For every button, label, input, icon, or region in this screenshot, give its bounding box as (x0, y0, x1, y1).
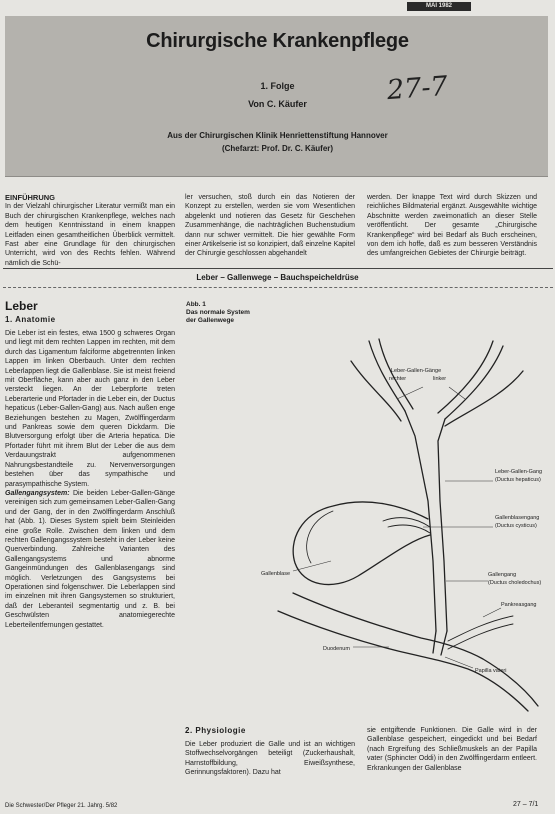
issue-tag: MAI 1982 (407, 2, 471, 11)
intro-text-3: werden. Der knappe Text wird durch Skizzen und reichliches Bildmaterial ergänzt. Ausgewählte wichtige Abschnitte werden zweimonatlich an dieser Stelle veröffentlicht. Der gesamte „Chirurgische Krankenpflege“ wird bei Bedarf als Buch erscheinen, von dem ich hoffe, daß es zum besseren Verständnis des umfangreichen Gebietes der Chirurgie beiträgt. (367, 194, 537, 258)
footer-source: Die Schwester/Der Pfleger 21. Jahrg. 5/82 (5, 803, 118, 809)
label-rechter: rechter (389, 376, 407, 382)
intro-text-1: In der Vielzahl chirurgischer Literatur vermißt man ein Buch der chirurgischen Krankenpflege, welches nach dem heutigen Kenntnisstand in einem knappen Leitfaden einen gesamtheitlichen Überblick vermittelt. Fast aber eine Grundlage für den chirurgischen Unterricht, wird von des Rechts fehlen. Während nämlich die Schü- (5, 203, 175, 267)
intro-column-2 (185, 193, 355, 259)
intro-heading: EINFÜHRUNG (5, 193, 55, 202)
bile-duct-diagram (183, 301, 553, 716)
physiology-column (185, 740, 355, 778)
article-title: Chirurgische Krankenpflege (146, 30, 409, 52)
clinic-line: Aus der Chirurgischen Klinik Henriettenstiftung Hannover (167, 131, 388, 140)
footer-page-number: 27 – 7/1 (513, 801, 539, 808)
handwritten-annotation: 27-7 (385, 70, 449, 107)
anatomy-text: Die Leber ist ein festes, etwa 1500 g schweres Organ und liegt mit dem rechten Lappen im rechten, mit dem durch das Ligamentum falciforme abgetrennten linken Lappen im linken Oberbauch. Unter dem rechten Leberlappen liegt die Gallenblase. Sie ist meist freiend mit Oberfläche, kann aber auch ganz in den Leber versteckt liegen. An der Leberpforte treten Leberarterie und Pfortader in die Leber ein, der Ductus hepaticus (Leber-Gallen-Gang) aus. Nach außen enge Beziehungen bestehen zu Magen, Zwölffingerdarm und Pankreas sowie dem queren Dickdarm. Die Blutversorgung erfolgt über die Arteria hepatica. Die Pfortader führt mit ihrem Blut der Leber die aus dem Verdauungstrakt aufgenommenen Nahrungsbestandteile zu. Nervenversorgungen bestehen über das sympathische und parasympathische System. (5, 330, 175, 488)
label-leber-galle-gaenge: Leber-Gallen-Gänge (391, 368, 442, 374)
label-gallenblase: Gallenblase (261, 571, 291, 577)
physiology-heading: 2. Physiologie (185, 726, 246, 735)
label-pankreasgang: Pankreasgang (501, 602, 537, 608)
section-rule-top (3, 268, 553, 269)
physiology-text-right: sie entgiftende Funktionen. Die Galle wird in der Gallenblase gespeichert, eingedickt und bei Bedarf (nach Ergreifung des Schließmuskels an der Papilla vater (Sphincter Oddi) in den Zwölffingerdarm entleert. Erkrankungen der Gallenblase (367, 727, 537, 772)
section-title: Leber – Gallenwege – Bauchspeicheldrüse (196, 273, 359, 282)
figure-caption-line: Das normale System (186, 309, 250, 316)
series-number: 1. Folge (260, 81, 295, 91)
intro-text-2: ler versuchen, stoß durch ein das Notieren der Konzept zu erstellen, werden sie vom Wesentlichen abgelenkt und notieren das Gesetz für Geschehen Zusammenhänge, die nachträglichen Buchenstudium dann nur schwer vermittelt. Die hier gewählte Form einer Artikelserie ist so konzipiert, daß einzelne Kapitel der Chirurgie geschlossen abgehandelt (185, 194, 355, 258)
label-duodenum: Duodenum (323, 646, 350, 652)
anatomy-heading: 1. Anatomie (5, 315, 56, 324)
anatomy-column (5, 329, 175, 630)
label-papilla-vateri: Papilla vateri (475, 668, 507, 674)
gallen-subheading: Gallengangsystem: (5, 489, 70, 497)
gallen-text: Die beiden Leber-Gallen-Gänge vereinigen sich zum gemeinsamen Leber-Gallen-Gang und der Gang, der in den Zwölffingerdarm Anschluß hat (Abb. 1). Dieses System spielt beim Steinleiden eine große Rolle. Zwischen dem linken und dem rechten Gallengangssystem besteht in der Leber keine Querverbindung. Zahlreiche Varianten des Gallengangsystems und abnorme Gangeinmündungen des Gallenblasengangs sind möglich. Verletzungen des Gangsystems bei Operationen sind folgenschwer. Die Leberlappen sind im einzelnen mit ihren Gangsystemen so strukturiert, daß der Leberanteil segmentartig und z. B. bei Geschwülsten anatomiegerechte Leberteilentfernungen gestattet. (5, 489, 175, 629)
author-line: Von C. Käufer (248, 99, 307, 109)
label-ductus-hepaticus: (Ductus hepaticus) (495, 477, 541, 483)
label-leber-galle-gang: Leber-Gallen-Gang (495, 469, 543, 475)
figure-number: Abb. 1 (186, 301, 206, 308)
label-ductus-cysticus: (Ductus cysticus) (495, 523, 537, 529)
clinic-chief-line: (Chefarzt: Prof. Dr. C. Käufer) (221, 144, 334, 153)
label-ductus-choledochus: (Ductus choledochus) (488, 580, 542, 586)
intro-column-3 (367, 193, 537, 259)
label-gallenblasengang: Gallenblasengang (495, 515, 540, 521)
section-rule-bottom (3, 287, 553, 288)
physiology-text: Die Leber produziert die Galle und ist an wichtigen Stoffwechselvorgängen beteiligt (Zuckerhaushalt, Harnstoffbildung, Eiweißsynthese, Gerinnungsfaktoren). Dazu hat (185, 741, 355, 777)
leber-heading: Leber (5, 299, 38, 313)
label-linker: linker (433, 376, 447, 382)
intro-column-1 (5, 193, 175, 268)
label-gallengang: Gallengang (488, 572, 517, 578)
figure-caption-line: der Gallenwege (186, 317, 235, 324)
physiology-column-right (367, 726, 537, 773)
